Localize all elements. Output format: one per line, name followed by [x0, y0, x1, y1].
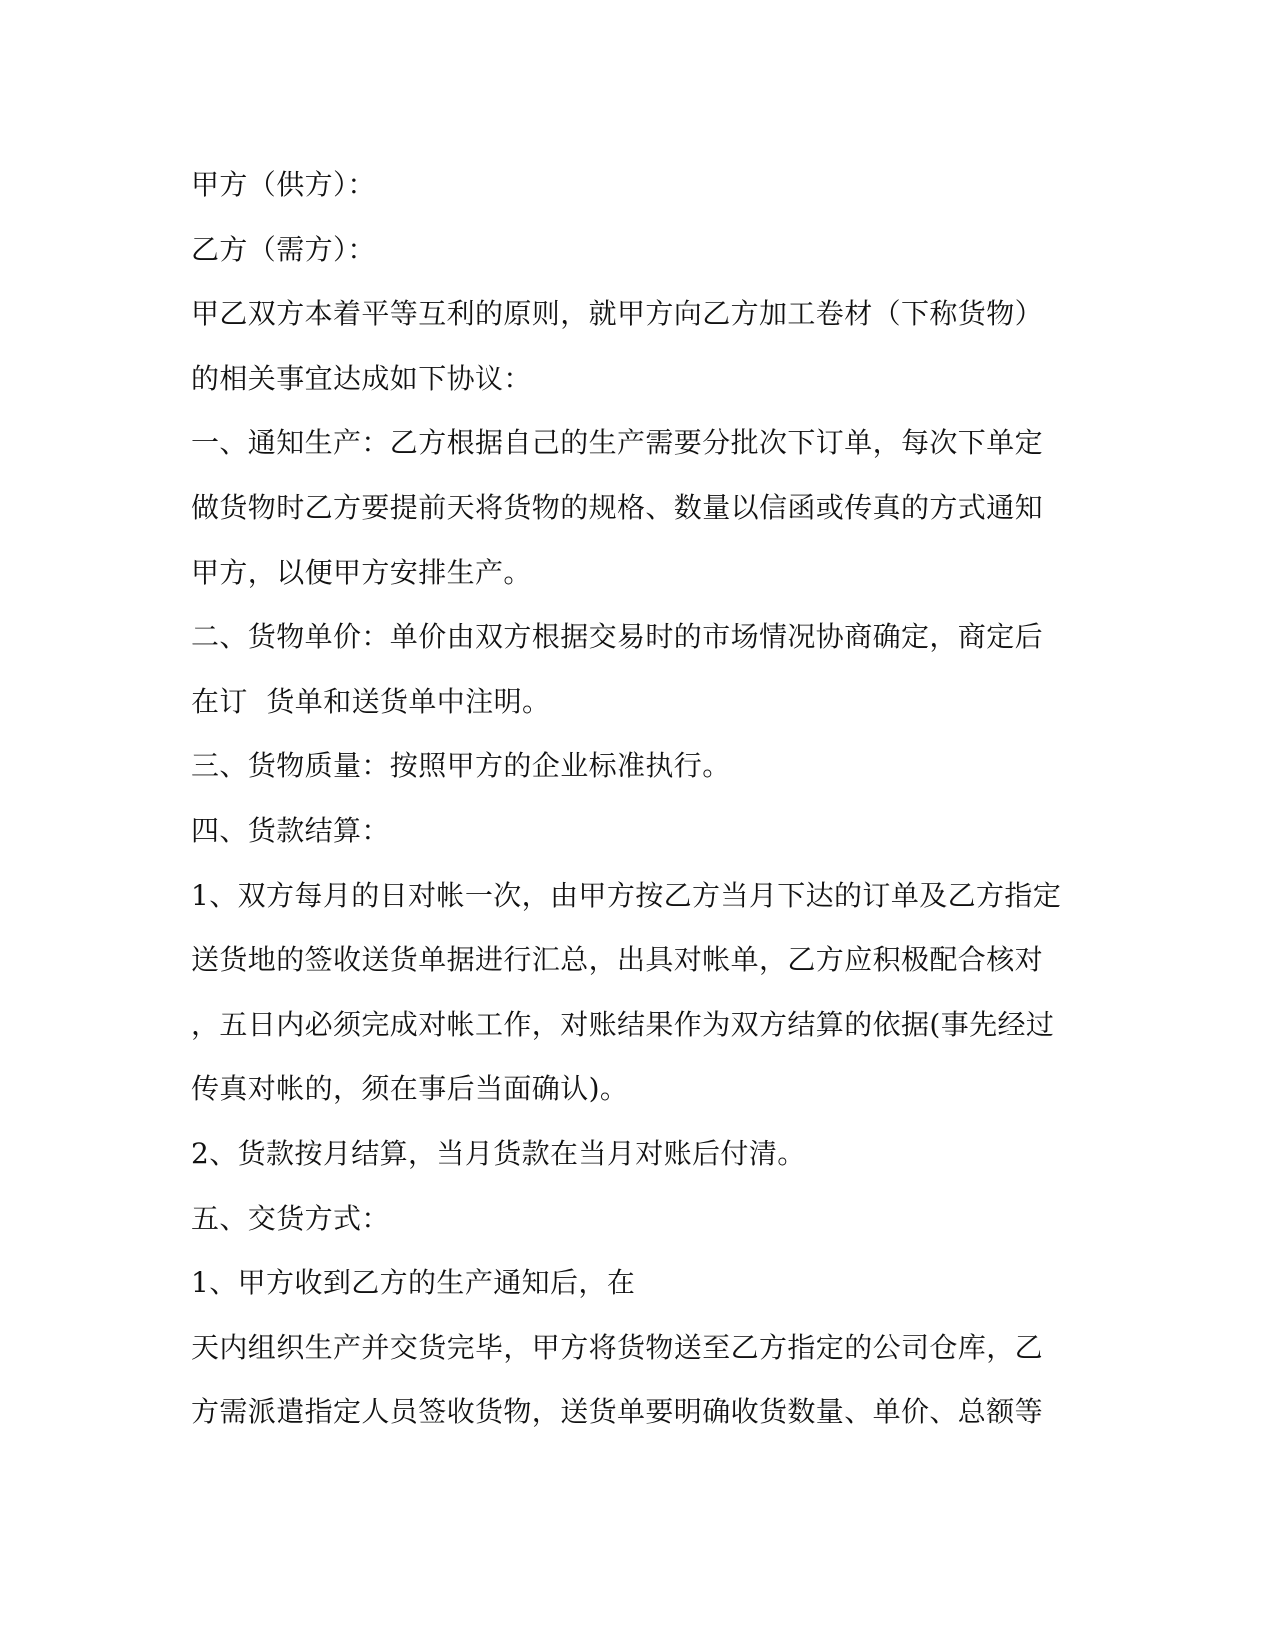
- clause-1-line: 做货物时乙方要提前天将货物的规格、数量以信函或传真的方式通知: [191, 490, 1044, 524]
- clause-5-heading: 五、交货方式：: [191, 1201, 390, 1235]
- clause-1-line: 甲方，以便甲方安排生产。: [191, 555, 532, 589]
- clause-4-item-1-line: 送货地的签收送货单据进行汇总，出具对帐单，乙方应积极配合核对: [191, 943, 1044, 977]
- clause-5-item-1-line: 方需派遣指定人员签收货物，送货单要明确收货数量、单价、总额等: [191, 1395, 1044, 1429]
- clause-4-item-2-line: 2、货款按月结算，当月货款在当月对账后付清。: [191, 1136, 806, 1170]
- clause-4-item-1-line: ，五日内必须完成对帐工作，对账结果作为双方结算的依据(事先经过: [191, 1007, 1055, 1041]
- preamble-line: 的相关事宜达成如下协议：: [191, 361, 532, 395]
- clause-4-item-1-line: 1、双方每月的日对帐一次，由甲方按乙方当月下达的订单及乙方指定: [191, 878, 1062, 912]
- clause-5-item-1-line: 天内组织生产并交货完毕，甲方将货物送至乙方指定的公司仓库，乙: [191, 1330, 1044, 1364]
- clause-5-item-1-line: 1、甲方收到乙方的生产通知后，在: [191, 1266, 636, 1300]
- party-b-line: 乙方（需方）：: [191, 232, 376, 266]
- clause-2-line: 二、货物单价：单价由双方根据交易时的市场情况协商确定，商定后: [191, 620, 1044, 654]
- clause-3-line: 三、货物质量：按照甲方的企业标准执行。: [191, 749, 731, 783]
- clause-1-line: 一、通知生产：乙方根据自己的生产需要分批次下订单，每次下单定: [191, 426, 1044, 460]
- contract-body: [191, 153, 1091, 1445]
- clause-2-line: 在订 货单和送货单中注明。: [191, 684, 551, 718]
- preamble-line: 甲乙双方本着平等互利的原则，就甲方向乙方加工卷材（下称货物）: [191, 297, 1044, 331]
- clause-4-heading: 四、货款结算：: [191, 813, 390, 847]
- clause-4-item-1-line: 传真对帐的，须在事后当面确认)。: [191, 1072, 629, 1106]
- party-a-line: 甲方（供方）：: [191, 168, 376, 201]
